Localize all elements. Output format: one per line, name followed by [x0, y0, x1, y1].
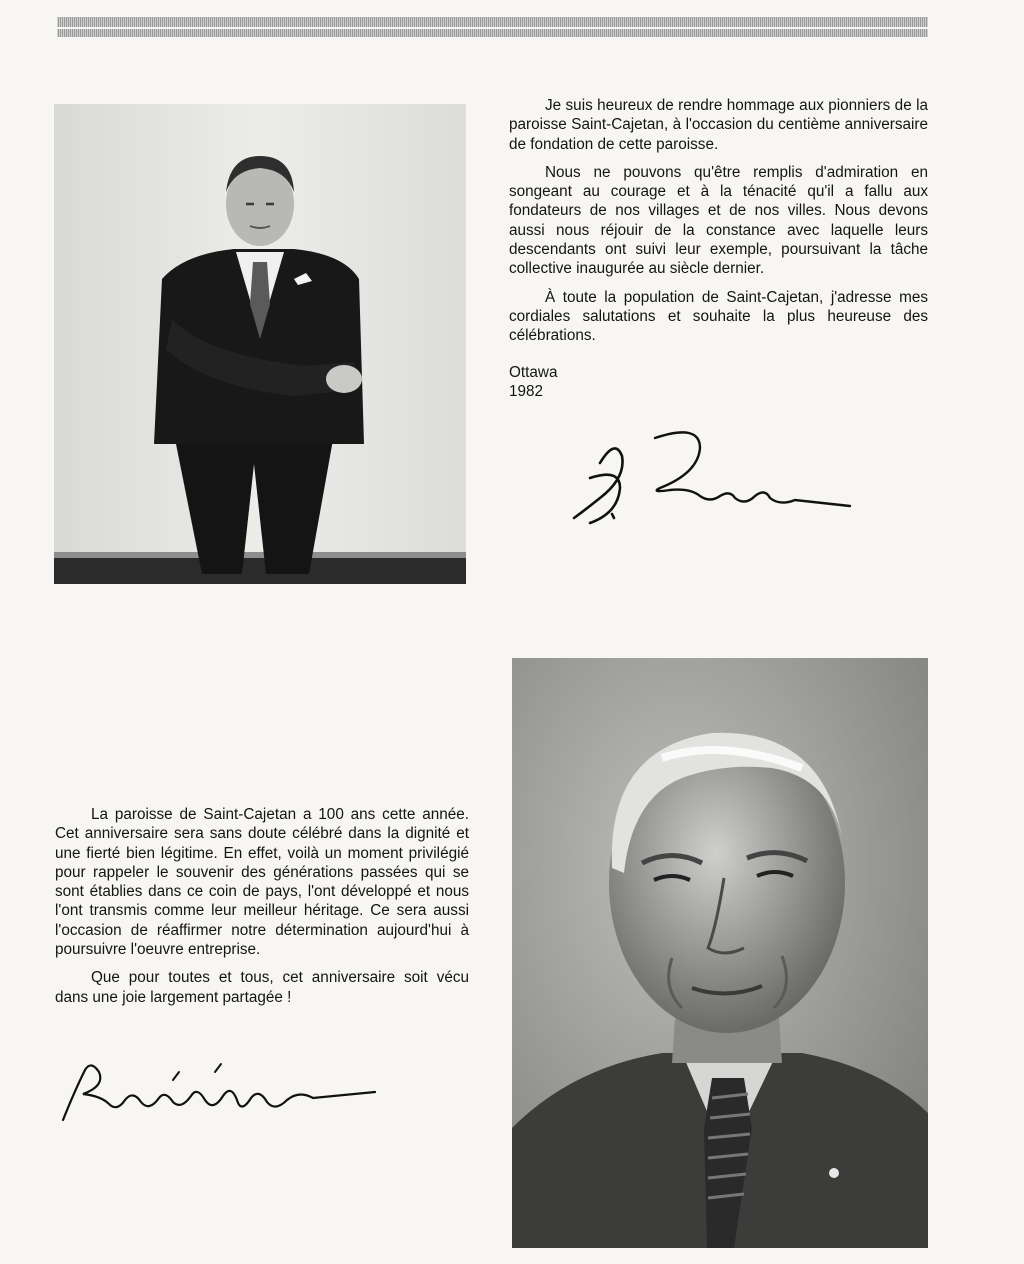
portrait-photo-headshot	[512, 658, 928, 1248]
signoff-place: Ottawa	[509, 364, 558, 381]
message-text-1	[509, 96, 928, 355]
message-2-paragraph: La paroisse de Saint-Cajetan a 100 ans cette année. Cet anniversaire sera sans doute célébré dans la dignité et une fierté bien légitime. En effet, voilà un moment privilégié pour rappeler le souvenir des générations passées qui se sont établies dans ce coin de pays, l'ont développé et nous l'ont transmis comme leur meilleur héritage. Ce sera aussi l'occasion de réaffirmer notre détermination aujourd'hui à poursuivre l'oeuvre entreprise.	[55, 806, 469, 959]
message-text-2	[55, 805, 469, 1016]
message-1-paragraph: Je suis heureux de rendre hommage aux pionniers de la paroisse Saint-Cajetan, à l'occasion du centième anniversaire de fondation de cette paroisse.	[509, 97, 928, 153]
message-1-paragraph: Nous ne pouvons qu'être remplis d'admiration en songeant au courage et à la ténacité qu'il a fallu aux fondateurs de nos villages et de nos villes. Nous devons aussi nous réjouir de la constance avec laquelle leurs descendants ont suivi leur exemple, poursuivant la tâche collective inaugurée au siècle dernier.	[509, 163, 928, 278]
message-2-paragraph: Que pour toutes et tous, cet anniversaire soit vécu dans une joie largement partagée !	[55, 969, 469, 1006]
signoff-year: 1982	[509, 383, 544, 401]
handwritten-signature-2	[55, 1050, 385, 1130]
portrait-photo-standing	[54, 104, 466, 584]
header-rule	[57, 17, 928, 37]
signoff	[509, 363, 557, 402]
handwritten-signature-1	[560, 418, 860, 538]
message-1-paragraph: À toute la population de Saint-Cajetan, j'adresse mes cordiales salutations et souhaite la plus heureuse des célébrations.	[509, 288, 928, 345]
